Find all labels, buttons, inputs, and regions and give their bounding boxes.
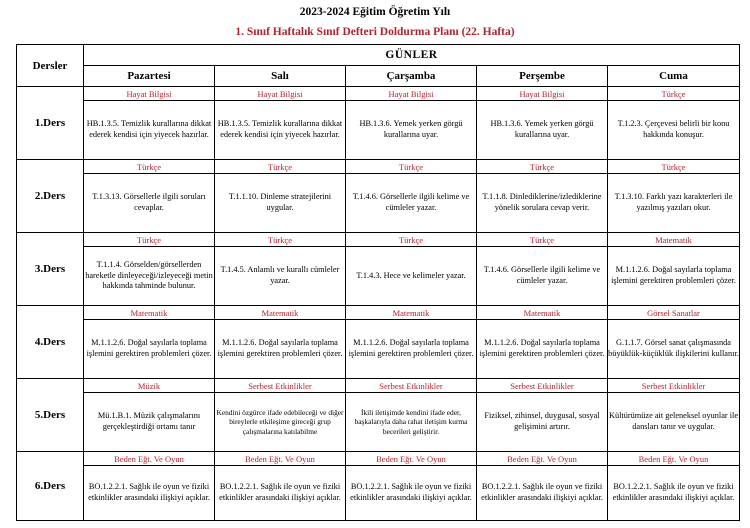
lesson-content: M.1.1.2.6. Doğal sayılarla toplama işlemini gerektiren problemleri çözer. xyxy=(477,320,608,379)
lesson-content: BO.1.2.2.1. Sağlık ile oyun ve fiziki etkinlikler arasındaki ilişkiyi açıklar. xyxy=(215,466,346,521)
subject-label: Hayat Bilgisi xyxy=(346,87,477,101)
subject-label: Türkçe xyxy=(346,160,477,174)
subject-label: Beden Eğt. Ve Oyun xyxy=(215,452,346,466)
lesson-content-row xyxy=(17,101,740,160)
header-day: Salı xyxy=(215,66,346,87)
subject-label: Türkçe xyxy=(608,87,740,101)
lesson-content: İkili iletişimde kendini ifade eder, başkalarıyla daha rahat iletişim kurma becerileri geliştirir. xyxy=(346,393,477,452)
subject-label: Hayat Bilgisi xyxy=(215,87,346,101)
lesson-label: 6.Ders xyxy=(17,452,84,521)
header-day: Perşembe xyxy=(477,66,608,87)
lesson-content-row xyxy=(17,174,740,233)
subject-label: Türkçe xyxy=(84,233,215,247)
subject-label: Matematik xyxy=(215,306,346,320)
lesson-subject-row xyxy=(17,452,740,466)
lesson-content: T.1.3.13. Görsellerle ilgili soruları cevaplar. xyxy=(84,174,215,233)
subject-label: Serbest Etkinlikler xyxy=(608,379,740,393)
subject-label: Türkçe xyxy=(215,233,346,247)
subject-label: Matematik xyxy=(84,306,215,320)
lesson-content: M.1.1.2.6. Doğal sayılarla toplama işlemini gerektiren problemleri çözer. xyxy=(215,320,346,379)
lesson-content: Kültürümüze ait geleneksel oyunlar ile dansları tanır ve uygular. xyxy=(608,393,740,452)
subject-label: Türkçe xyxy=(608,160,740,174)
subject-label: Matematik xyxy=(346,306,477,320)
lesson-content: T.1.1.8. Dinlediklerine/izlediklerine yönelik sorulara cevap verir. xyxy=(477,174,608,233)
lesson-subject-row xyxy=(17,160,740,174)
lesson-content: Kendini özgürce ifade edebileceği ve diğer bireylerle etkileşime gireceği grup çalışmalarına katılabilme xyxy=(215,393,346,452)
lesson-content-row xyxy=(17,393,740,452)
subject-label: Matematik xyxy=(608,233,740,247)
lesson-content: BO.1.2.2.1. Sağlık ile oyun ve fiziki etkinlikler arasındaki ilişkiyi açıklar. xyxy=(608,466,740,521)
lesson-content: T.1.4.6. Görsellerle ilgili kelime ve cümleler yazar. xyxy=(346,174,477,233)
header-gunler: GÜNLER xyxy=(84,45,740,66)
lesson-subject-row xyxy=(17,87,740,101)
subject-label: Beden Eğt. Ve Oyun xyxy=(346,452,477,466)
header-day: Pazartesi xyxy=(84,66,215,87)
lesson-label: 4.Ders xyxy=(17,306,84,379)
lesson-content: T.1.4.5. Anlamlı ve kurallı cümleler yazar. xyxy=(215,247,346,306)
lesson-content: T.1.2.3. Çerçevesi belirli bir konu hakkında konuşur. xyxy=(608,101,740,160)
subject-label: Türkçe xyxy=(477,160,608,174)
lesson-content: HB.1.3.5. Temizlik kurallarına dikkat ederek kendisi için yiyecek hazırlar. xyxy=(215,101,346,160)
lesson-subject-row xyxy=(17,379,740,393)
subject-label: Beden Eğt. Ve Oyun xyxy=(608,452,740,466)
subject-label: Serbest Etkinlikler xyxy=(346,379,477,393)
lesson-content: Mü.1.B.1. Müzik çalışmalarını gerçekleştirdiği ortamı tanır xyxy=(84,393,215,452)
lesson-content: T.1.3.10. Farklı yazı karakterleri ile yazılmış yazıları okur. xyxy=(608,174,740,233)
lesson-content: HB.1.3.6. Yemek yerken görgü kurallarına uyar. xyxy=(477,101,608,160)
plan-subtitle: 1. Sınıf Haftalık Sınıf Defteri Doldurma Planı (22. Hafta) xyxy=(235,26,515,38)
subject-label: Hayat Bilgisi xyxy=(84,87,215,101)
lesson-label: 2.Ders xyxy=(17,160,84,233)
lesson-label: 1.Ders xyxy=(17,87,84,160)
lesson-content-row xyxy=(17,320,740,379)
lesson-content-row xyxy=(17,466,740,521)
subject-label: Serbest Etkinlikler xyxy=(477,379,608,393)
lesson-content: T.1.1.10. Dinleme stratejilerini uygular. xyxy=(215,174,346,233)
lesson-content: M.1.1.2.6. Doğal sayılarla toplama işlemini gerektiren problemleri çözer. xyxy=(346,320,477,379)
subject-label: Türkçe xyxy=(84,160,215,174)
lesson-content: G.1.1.7. Görsel sanat çalışmasında büyüklük-küçüklük ilişkilerini kullanır. xyxy=(608,320,740,379)
lesson-content: HB.1.3.5. Temizlik kurallarına dikkat ederek kendisi için yiyecek hazırlar. xyxy=(84,101,215,160)
subject-label: Hayat Bilgisi xyxy=(477,87,608,101)
weekly-plan-table xyxy=(16,44,740,521)
lesson-subject-row xyxy=(17,306,740,320)
header-day: Çarşamba xyxy=(346,66,477,87)
subject-label: Türkçe xyxy=(346,233,477,247)
lesson-content: BO.1.2.2.1. Sağlık ile oyun ve fiziki etkinlikler arasındaki ilişkiyi açıklar. xyxy=(477,466,608,521)
lesson-content: T.1.4.6. Görsellerle ilgili kelime ve cümleler yazar. xyxy=(477,247,608,306)
lesson-label: 3.Ders xyxy=(17,233,84,306)
header-dersler: Dersler xyxy=(17,45,84,87)
subject-label: Beden Eğt. Ve Oyun xyxy=(477,452,608,466)
subject-label: Görsel Sanatlar xyxy=(608,306,740,320)
lesson-content: M.1.1.2.6. Doğal sayılarla toplama işlemini gerektiren problemleri çözer. xyxy=(84,320,215,379)
subject-label: Beden Eğt. Ve Oyun xyxy=(84,452,215,466)
lesson-content: M.1.1.2.6. Doğal sayılarla toplama işlemini gerektiren problemleri çözer. xyxy=(608,247,740,306)
lesson-subject-row xyxy=(17,233,740,247)
lesson-content: BO.1.2.2.1. Sağlık ile oyun ve fiziki etkinlikler arasındaki ilişkiyi açıklar. xyxy=(346,466,477,521)
header-day: Cuma xyxy=(608,66,740,87)
plan-year-title: 2023-2024 Eğitim Öğretim Yılı xyxy=(299,6,451,18)
lesson-content: T.1.4.3. Hece ve kelimeler yazar. xyxy=(346,247,477,306)
subject-label: Türkçe xyxy=(477,233,608,247)
subject-label: Matematik xyxy=(477,306,608,320)
lesson-content: HB.1.3.6. Yemek yerken görgü kurallarına uyar. xyxy=(346,101,477,160)
lesson-content: Fiziksel, zihinsel, duygusal, sosyal gelişimini artırır. xyxy=(477,393,608,452)
lesson-content: BO.1.2.2.1. Sağlık ile oyun ve fiziki etkinlikler arasındaki ilişkiyi açıklar. xyxy=(84,466,215,521)
subject-label: Türkçe xyxy=(215,160,346,174)
subject-label: Serbest Etkinlikler xyxy=(215,379,346,393)
lesson-label: 5.Ders xyxy=(17,379,84,452)
subject-label: Müzik xyxy=(84,379,215,393)
lesson-content-row xyxy=(17,247,740,306)
lesson-content: T.1.1.4. Görselden/görsellerden hareketle dinleyeceği/izleyeceği metin hakkında tahminde bulunur. xyxy=(84,247,215,306)
